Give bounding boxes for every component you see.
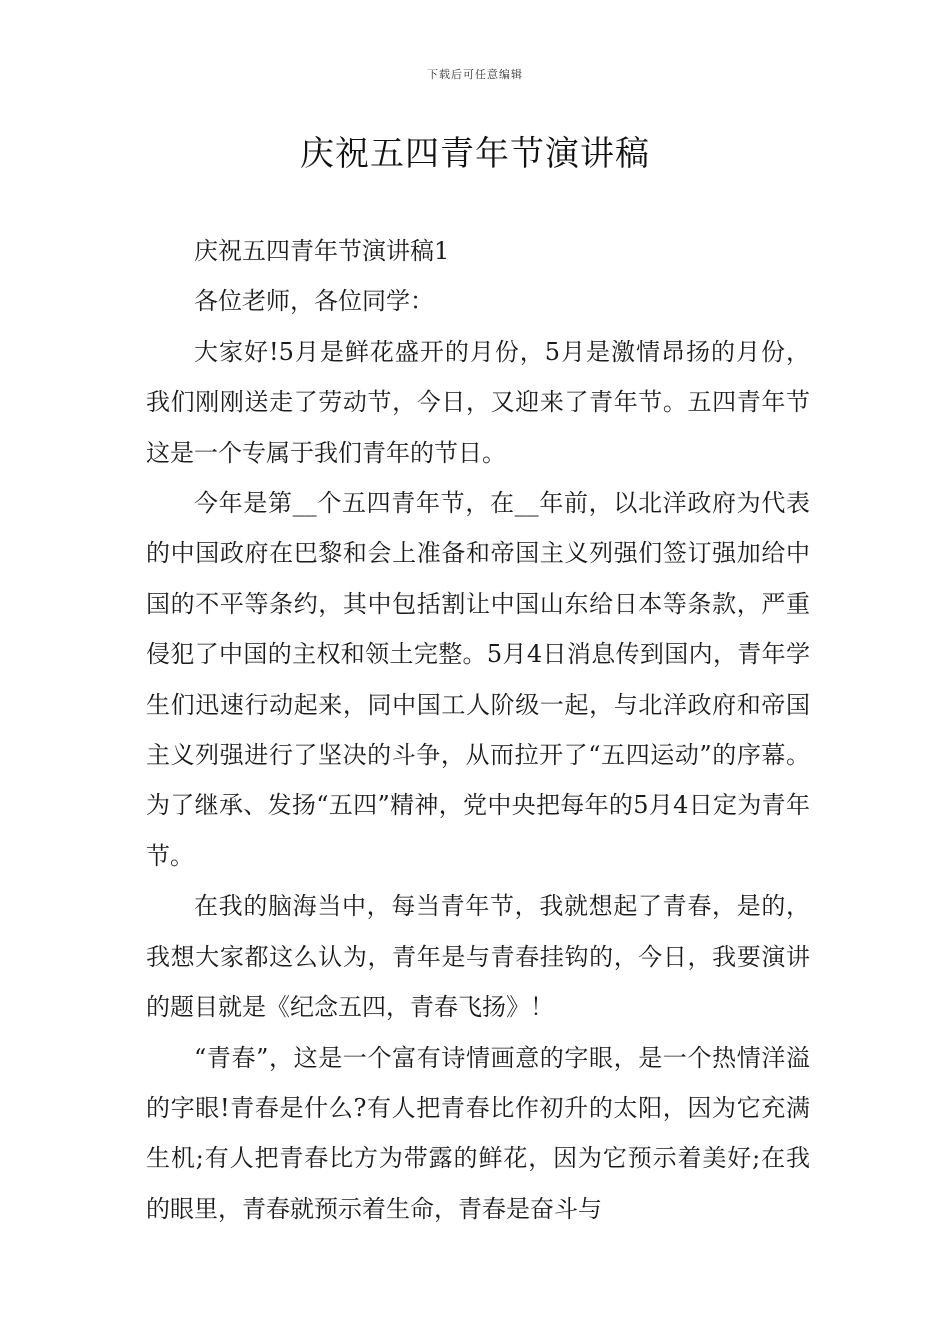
document-title: 庆祝五四青年节演讲稿 — [300, 134, 650, 174]
paragraph-subtitle: 庆祝五四青年节演讲稿1 — [194, 237, 450, 265]
paragraph: 大家好!5月是鲜花盛开的月份，5月是激情昂扬的月份，我们刚刚送走了劳动节，今日，又迎来了青年节。五四青年节这是一个专属于我们青年的节日。 — [146, 337, 810, 467]
paragraph: “青春”，这是一个富有诗情画意的字眼，是一个热情洋溢的字眼!青春是什么?有人把青春比作初升的太阳，因为它充满生机;有人把青春比方为带露的鲜花，因为它预示着美好;在我的眼里，青春就预示着生命，青春是奋斗与 — [146, 1043, 810, 1223]
document-body — [146, 226, 810, 1234]
paragraph: 在我的脑海当中，每当青年节，我就想起了青春，是的，我想大家都这么认为，青年是与青春挂钩的，今日，我要演讲的题目就是《纪念五四，青春飞扬》！ — [146, 892, 810, 1022]
paragraph: 今年是第__个五四青年节，在__年前，以北洋政府为代表的中国政府在巴黎和会上准备和帝国主义列强们签订强加给中国的不平等条约，其中包括割让中国山东给日本等条款，严重侵犯了中国的主权和领土完整。5月4日消息传到国内，青年学生们迅速行动起来，同中国工人阶级一起，与北洋政府和帝国主义列强进行了坚决的斗争，从而拉开了“五四运动”的序幕。为了继承、发扬“五四”精神，党中央把每年的5月4日定为青年节。 — [146, 489, 810, 870]
header-note: 下载后可任意编辑 — [427, 68, 523, 81]
paragraph-salutation: 各位老师，各位同学： — [194, 287, 434, 316]
